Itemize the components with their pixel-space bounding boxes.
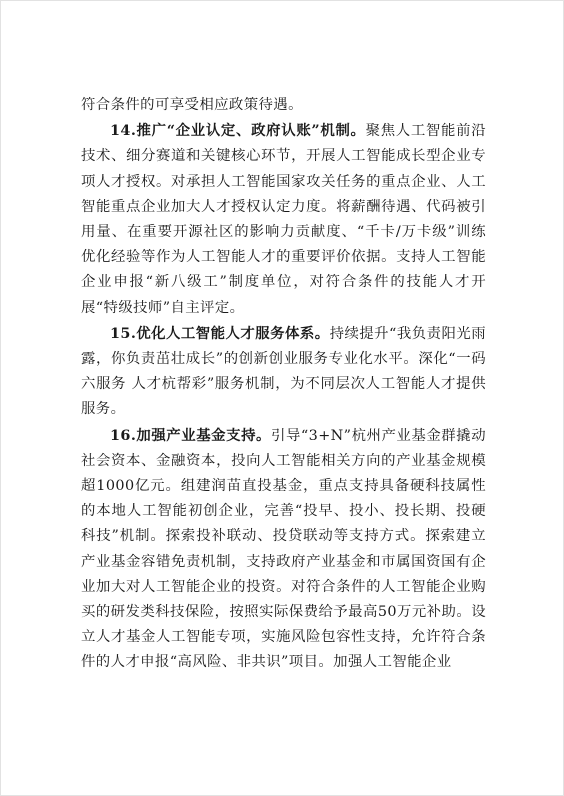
paragraph-16	[81, 423, 486, 676]
paragraph-text: 聚焦人工智能前沿技术、细分赛道和关键核心环节，开展人工智能成长型企业专项人才授权。对承担人工智能国家攻关任务的重点企业、人工智能重点企业加大人才授权认定力度。将薪酬待遇、代码被引用量、在重要开源社区的影响力贡献度、“千卡/万卡级”训练优化经验等作为人工智能人才的重要评价依据。支持人工智能企业申报“新八级工”制度单位，对符合条件的技能人才开展“特级技师”自主评定。	[81, 123, 486, 316]
paragraph-continuation	[81, 93, 486, 118]
paragraph-text: 符合条件的可享受相应政策待遇。	[81, 97, 303, 113]
paragraph-15	[81, 321, 486, 423]
paragraph-14	[81, 118, 486, 321]
paragraph-text: 引导“3+N”杭州产业基金群撬动社会资本、金融资本，投向人工智能相关方向的产业基金规模超1000亿元。组建润苗直投基金，重点支持具备硬科技属性的本地人工智能初创企业，完善“投早、投小、投长期、投硬科技”机制。探索投补联动、投贷联动等支持方式。探索建立产业基金容错免责机制，支持政府产业基金和市属国资国有企业加大对人工智能企业的投资。对符合条件的人工智能企业购买的研发类科技保险，按照实际保费给予最高50万元补助。设立人才基金人工智能专项，实施风险包容性支持，允许符合条件的人才申报“高风险、非共识”项目。加强人工智能企业	[81, 427, 486, 671]
paragraph-text: 持续提升“我负责阳光雨露，你负责茁壮成长”的创新创业服务专业化水平。深化“一码六服务 人才杭帮彩”服务机制，为不同层次人工智能人才提供服务。	[81, 325, 486, 418]
paragraph-heading: 15.优化人工智能人才服务体系。	[110, 324, 330, 342]
document-body	[81, 93, 486, 676]
paragraph-heading: 16.加强产业基金支持。	[110, 426, 271, 444]
paragraph-heading: 14.推广“企业认定、政府认账”机制。	[110, 122, 366, 140]
